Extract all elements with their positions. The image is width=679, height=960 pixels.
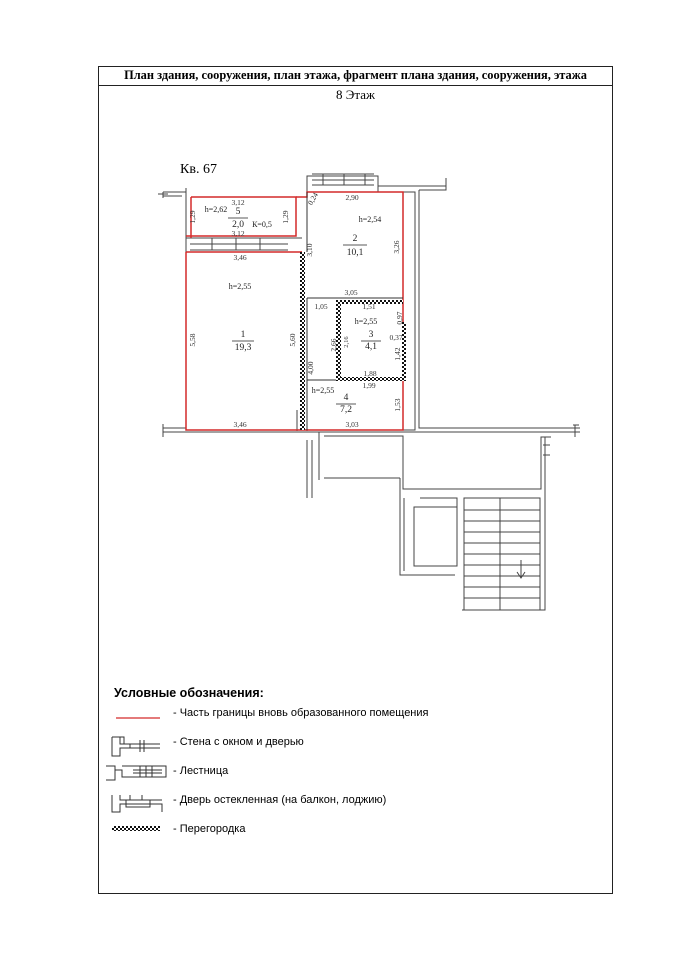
dim-room3-notch: 0,37: [389, 333, 403, 342]
room-4-height: h=2,55: [311, 386, 335, 395]
legend-item-wall-window: - Стена с окном и дверью: [173, 736, 304, 748]
dim-room1-right: 5,60: [288, 333, 297, 347]
dim-hall-left-small: 1,05: [314, 302, 328, 311]
dim-room2-top: 2,90: [345, 193, 359, 202]
room-4-area: 7,2: [340, 405, 352, 415]
dim-room3-left: 2,66: [329, 338, 338, 352]
dim-balcony-bottom: 3,12: [231, 229, 245, 238]
dim-room4-top: 1,99: [362, 381, 376, 390]
apartment-boundary: [186, 192, 403, 430]
legend-title: Условные обозначения:: [114, 686, 264, 700]
room-3-area: 4,1: [365, 342, 377, 352]
floor-label: 8 Этаж: [336, 87, 375, 102]
dim-balcony-left: 1,29: [188, 210, 197, 224]
dim-room4-left: 4,00: [306, 361, 315, 375]
legend-stair-symbol: [106, 766, 166, 780]
dim-room1-top: 3,46: [233, 253, 247, 262]
room-5-area: 2,0: [232, 220, 244, 230]
room-3-height: h=2,55: [354, 317, 378, 326]
dim-room3-inner: 2,16: [343, 336, 350, 348]
legend-symbols: [106, 718, 166, 831]
dim-room4-bottom: 3,03: [345, 420, 359, 429]
legend-wall-window-symbol: [112, 737, 160, 756]
dim-room2-left: 3,10: [305, 243, 314, 257]
room-2-area: 10,1: [346, 248, 364, 258]
dim-room3-bottom: 1,88: [363, 369, 377, 378]
dim-room1-bottom: 3,46: [233, 420, 247, 429]
dim-room3-top: 1,51: [362, 302, 376, 311]
room-1-area: 19,3: [234, 343, 252, 353]
legend-partition-symbol: [112, 826, 160, 831]
room-2-height: h=2,54: [358, 215, 382, 224]
room-5-number: 5: [235, 207, 241, 217]
room-5-coef: К=0,5: [252, 220, 272, 229]
windows: [186, 174, 579, 455]
room-2-number: 2: [352, 234, 358, 244]
staircase: [414, 498, 540, 610]
room-1-number: 1: [240, 330, 246, 340]
page-title: План здания, сооружения, план этажа, фрагмент плана здания, сооружения, этажа: [98, 66, 613, 86]
legend-item-glazed-door: - Дверь остекленная (на балкон, лоджию): [173, 794, 387, 806]
dim-room2-corner: 0,24: [305, 190, 321, 207]
dim-room2-right: 3,26: [392, 240, 401, 254]
legend-item-stair: - Лестница: [173, 765, 229, 777]
room-4-number: 4: [343, 393, 349, 403]
dim-room2-bottom: 3,05: [344, 288, 358, 297]
room-5-height: h=2,62: [204, 205, 228, 214]
dim-room3-side: 1,42: [393, 347, 402, 361]
dim-balcony-top: 3,12: [231, 198, 245, 207]
legend-item-boundary: - Часть границы вновь образованного помещения: [173, 707, 429, 719]
legend-item-partition: - Перегородка: [173, 823, 246, 835]
dim-room1-left: 5,58: [188, 333, 197, 347]
dim-room3-right: 0,97: [395, 311, 404, 325]
exterior-walls: [158, 176, 580, 610]
room-1-height: h=2,55: [228, 282, 252, 291]
dim-room4-right: 1,53: [393, 398, 402, 412]
dim-balcony-right: 1,29: [281, 210, 290, 224]
apartment-label: Кв. 67: [180, 162, 217, 177]
legend-glazed-door-symbol: [112, 795, 162, 812]
room-3-number: 3: [368, 330, 374, 340]
